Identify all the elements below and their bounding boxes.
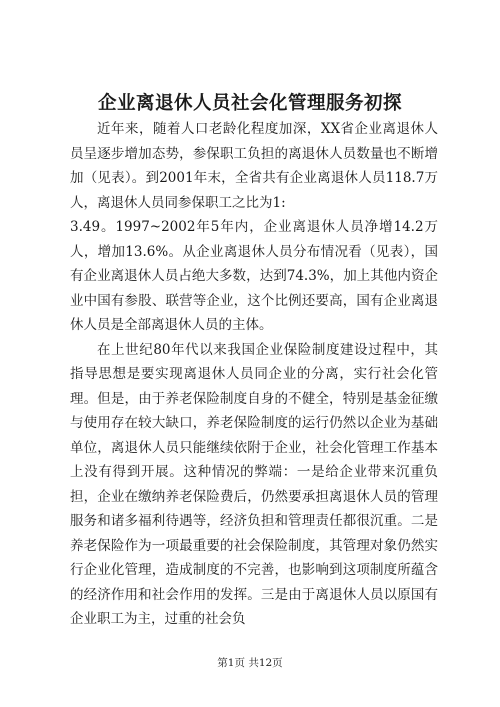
text-line: 等，经济负担和管理责任都很沉重。二是养老保险作为一项最重 [70, 513, 439, 554]
text-line: 在上世纪80年代以来我国企业保险制度建设过程中，其指 [70, 341, 438, 382]
page-footer [0, 656, 500, 670]
text-line: （见表）。到2001年末，全省共有企业离退休人员118.7万人， [70, 170, 439, 211]
text-line: 是全部离退休人员的主体。 [110, 317, 273, 333]
text-line: 要的社会保险制度，其管理对象仍然实行企业化管理，造成制度 [70, 537, 439, 578]
text-line: 的不完善，也影响到这项制度所蕴含的经济作用和社会作用的发 [70, 562, 439, 603]
text-line: 3.49。1997~2002年5年内，企业离退休人员净增14.2万 [70, 219, 438, 235]
text-line: 挥。三是由于离退休人员以原国有企业职工为主，过重的社会负 [70, 586, 439, 627]
text-line: 企业离退休人员占绝大多数，达到74.3%，加上其他内资企业中 [70, 268, 438, 309]
document-body [70, 117, 438, 632]
text-line: 老保险费后，仍然要承担离退休人员的管理服务和诸多福利待遇 [70, 488, 439, 529]
text-line: 国有参股、联营等企业，这个比例还要高，国有企业离退休人员 [70, 292, 439, 333]
paragraph-3 [70, 338, 438, 632]
text-line: 人，增加13.6%。从企业离退休人员分布情况看（见表），国有 [70, 243, 438, 284]
page-number: 第1页 共12页 [217, 657, 283, 669]
document-title: 企业离退休人员社会化管理服务初探 [97, 93, 402, 114]
text-line: 导思想是要实现离退休人员同企业的分离，实行社会化管理。但 [70, 366, 439, 407]
text-line: 近年来，随着人口老龄化程度加深，XX省企业离退休人员 [70, 121, 438, 162]
text-line: 休人员只能继续依附于企业，社会化管理工作基本上没有得到开 [70, 439, 439, 480]
paragraph-2 [70, 215, 438, 338]
text-line: 离退休人员同参保职工之比为1: [97, 194, 286, 211]
text-line: 呈逐步增加态势，参保职工负担的离退休人员数量也不断增加 [70, 145, 439, 186]
text-line: 是，由于养老保险制度自身的不健全，特别是基金征缴与使用存 [70, 390, 439, 431]
paragraph-1 [70, 117, 438, 215]
text-line: 在较大缺口，养老保险制度的运行仍然以企业为基础单位，离退 [70, 415, 439, 456]
text-line: 展。这种情况的弊端：一是给企业带来沉重负担，企业在缴纳养 [70, 464, 439, 505]
